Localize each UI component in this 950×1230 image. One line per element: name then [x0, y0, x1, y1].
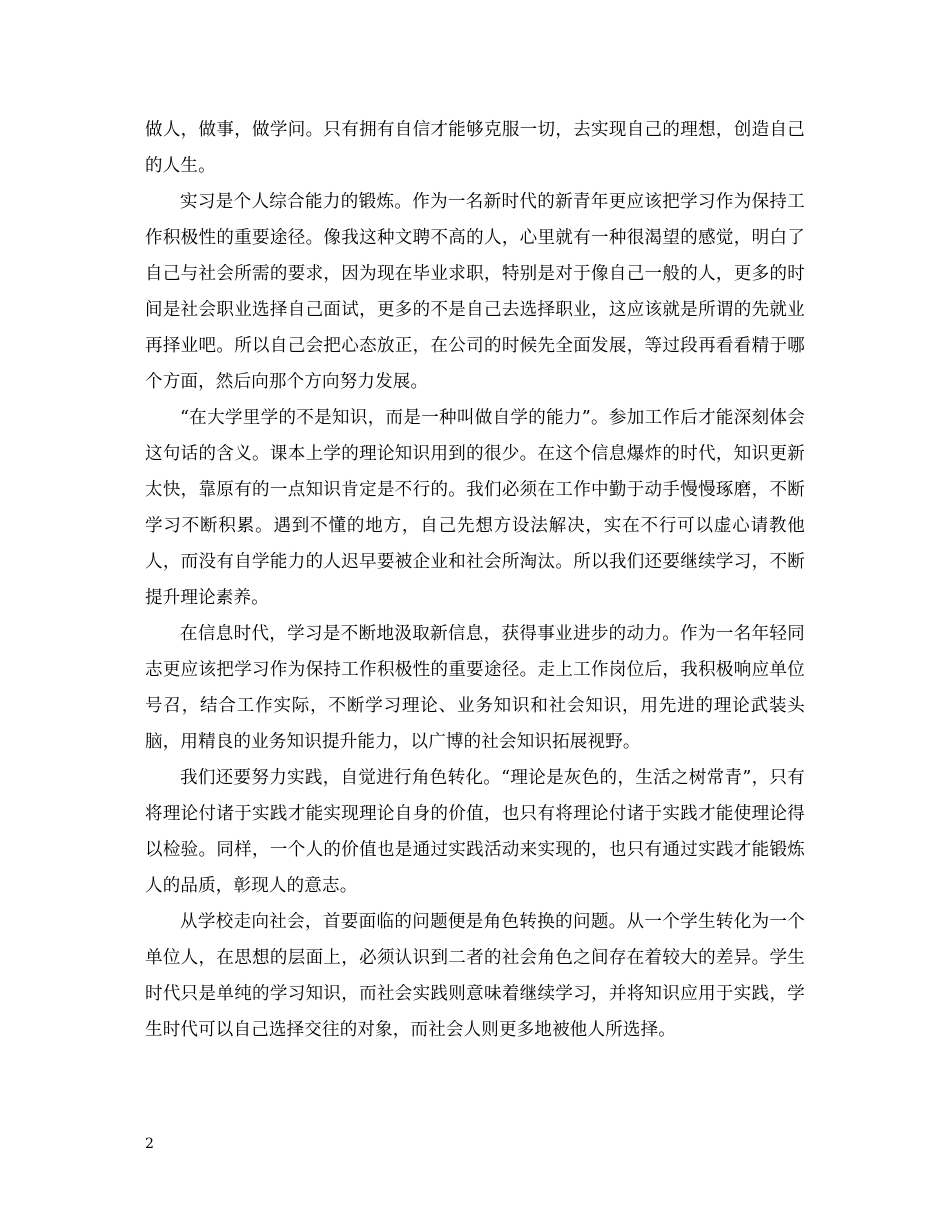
- paragraph-4: 在信息时代，学习是不断地汲取新信息，获得事业进步的动力。作为一名年轻同志更应该把学习作为保持工作积极性的重要途径。走上工作岗位后，我积极响应单位号召，结合工作实际，不断学习理论、业务知识和社会知识，用先进的理论武装头脑，用精良的业务知识提升能力，以广博的社会知识拓展视野。: [145, 624, 805, 752]
- page-number: 2: [145, 1136, 154, 1152]
- paragraph-5: 我们还要努力实践，自觉进行角色转化。“理论是灰色的，生活之树常青”，只有将理论付诸于实践才能实现理论自身的价值，也只有将理论付诸于实践才能使理论得以检验。同样，一个人的价值也是通过实践活动来实现的，也只有通过实践才能锻炼人的品质，彰现人的意志。: [145, 768, 805, 896]
- paragraph-3: “在大学里学的不是知识，而是一种叫做自学的能力”。参加工作后才能深刻体会这句话的含义。课本上学的理论知识用到的很少。在这个信息爆炸的时代，知识更新太快，靠原有的一点知识肯定是不行的。我们必须在工作中勤于动手慢慢琢磨，不断学习不断积累。遇到不懂的地方，自己先想方设法解决，实在不行可以虚心请教他人，而没有自学能力的人迟早要被企业和社会所淘汰。所以我们还要继续学习，不断提升理论素养。: [145, 408, 805, 608]
- paragraph-6: 从学校走向社会，首要面临的问题便是角色转换的问题。从一个学生转化为一个单位人，在思想的层面上，必须认识到二者的社会角色之间存在着较大的差异。学生时代只是单纯的学习知识，而社会实践则意味着继续学习，并将知识应用于实践，学生时代可以自己选择交往的对象，而社会人则更多地被他人所选择。: [145, 912, 805, 1040]
- paragraph-2: 实习是个人综合能力的锻炼。作为一名新时代的新青年更应该把学习作为保持工作积极性的重要途径。像我这种文聘不高的人，心里就有一种很渴望的感觉，明白了自己与社会所需的要求，因为现在毕业求职，特别是对于像自己一般的人，更多的时间是社会职业选择自己面试，更多的不是自己去选择职业，这应该就是所谓的先就业再择业吧。所以自己会把心态放正，在公司的时候先全面发展，等过段再看看精于哪个方面，然后向那个方向努力发展。: [145, 192, 805, 392]
- document-body: [145, 112, 805, 1048]
- paragraph-1: 做人，做事，做学问。只有拥有自信才能够克服一切，去实现自己的理想，创造自己的人生。: [145, 120, 805, 176]
